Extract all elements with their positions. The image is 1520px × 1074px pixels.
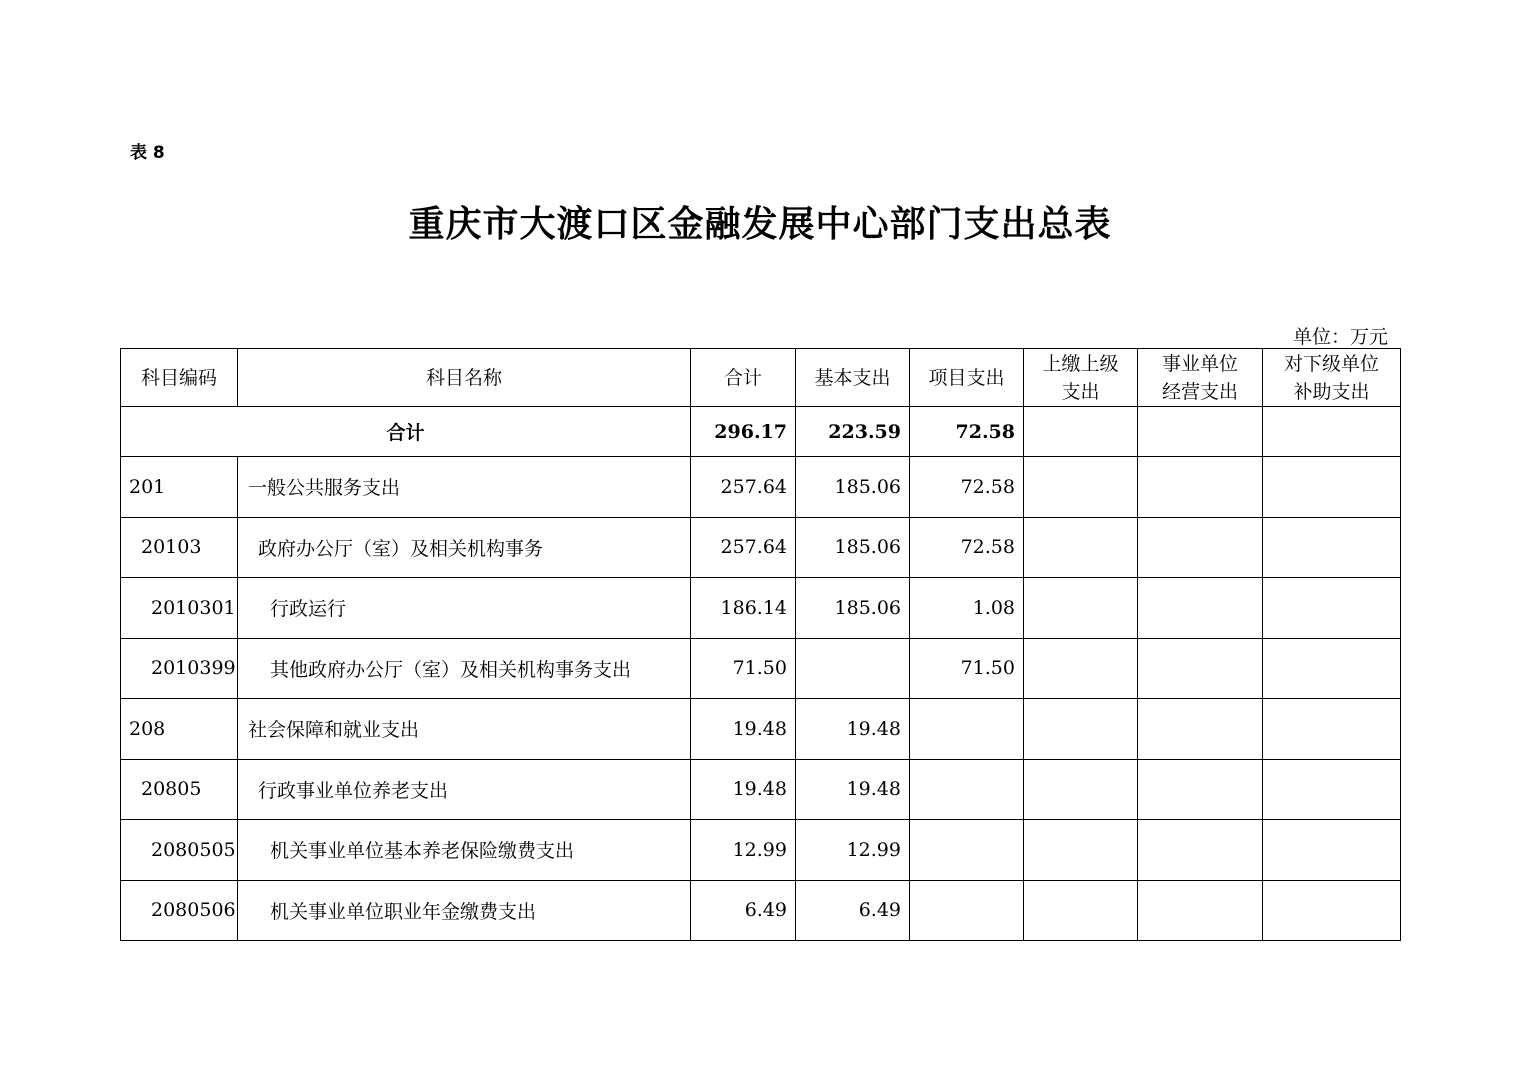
row-code: 20805 bbox=[121, 759, 238, 820]
document-title: 重庆市大渡口区金融发展中心部门支出总表 bbox=[408, 204, 1112, 245]
row-basic: 185.06 bbox=[796, 578, 910, 639]
row-code: 2080506 bbox=[121, 880, 238, 941]
row-basic: 185.06 bbox=[796, 517, 910, 578]
row-project bbox=[910, 820, 1024, 881]
row-operating bbox=[1138, 880, 1263, 941]
row-code: 20103 bbox=[121, 517, 238, 578]
row-project: 71.50 bbox=[910, 638, 1024, 699]
table-number-label: 表 8 bbox=[130, 143, 165, 163]
row-name: 机关事业单位基本养老保险缴费支出 bbox=[238, 820, 691, 881]
row-name: 一般公共服务支出 bbox=[238, 457, 691, 518]
row-basic: 12.99 bbox=[796, 820, 910, 881]
row-project: 72.58 bbox=[910, 457, 1024, 518]
row-subsidy bbox=[1263, 638, 1401, 699]
header-name: 科目名称 bbox=[238, 349, 691, 407]
total-sum: 296.17 bbox=[691, 407, 796, 457]
row-operating bbox=[1138, 638, 1263, 699]
row-remit-superior bbox=[1024, 820, 1138, 881]
row-remit-superior bbox=[1024, 517, 1138, 578]
row-operating bbox=[1138, 699, 1263, 760]
row-project: 1.08 bbox=[910, 578, 1024, 639]
total-row bbox=[121, 407, 1401, 457]
row-subsidy bbox=[1263, 880, 1401, 941]
row-remit-superior bbox=[1024, 880, 1138, 941]
row-sum: 71.50 bbox=[691, 638, 796, 699]
row-subsidy bbox=[1263, 578, 1401, 639]
table-row bbox=[121, 699, 1401, 760]
row-name: 其他政府办公厅（室）及相关机构事务支出 bbox=[238, 638, 691, 699]
expenditure-table bbox=[120, 348, 1401, 941]
row-name: 机关事业单位职业年金缴费支出 bbox=[238, 880, 691, 941]
row-remit-superior bbox=[1024, 759, 1138, 820]
row-operating bbox=[1138, 578, 1263, 639]
row-project bbox=[910, 699, 1024, 760]
header-sum: 合计 bbox=[691, 349, 796, 407]
table-row bbox=[121, 457, 1401, 518]
row-sum: 19.48 bbox=[691, 759, 796, 820]
row-subsidy bbox=[1263, 759, 1401, 820]
header-remit-superior: 上缴上级 支出 bbox=[1024, 349, 1138, 407]
header-row bbox=[121, 349, 1401, 407]
row-project bbox=[910, 759, 1024, 820]
row-remit-superior bbox=[1024, 638, 1138, 699]
row-operating bbox=[1138, 517, 1263, 578]
total-basic: 223.59 bbox=[796, 407, 910, 457]
row-name: 社会保障和就业支出 bbox=[238, 699, 691, 760]
row-code: 2080505 bbox=[121, 820, 238, 881]
row-basic: 19.48 bbox=[796, 759, 910, 820]
row-basic bbox=[796, 638, 910, 699]
row-code: 2010399 bbox=[121, 638, 238, 699]
row-code: 208 bbox=[121, 699, 238, 760]
row-project: 72.58 bbox=[910, 517, 1024, 578]
table-row bbox=[121, 638, 1401, 699]
row-name: 政府办公厅（室）及相关机构事务 bbox=[238, 517, 691, 578]
row-sum: 6.49 bbox=[691, 880, 796, 941]
total-subsidy bbox=[1263, 407, 1401, 457]
total-remit-superior bbox=[1024, 407, 1138, 457]
row-subsidy bbox=[1263, 699, 1401, 760]
header-project: 项目支出 bbox=[910, 349, 1024, 407]
table-row bbox=[121, 820, 1401, 881]
row-basic: 185.06 bbox=[796, 457, 910, 518]
row-subsidy bbox=[1263, 820, 1401, 881]
row-remit-superior bbox=[1024, 578, 1138, 639]
table-row bbox=[121, 759, 1401, 820]
table-row bbox=[121, 517, 1401, 578]
total-operating bbox=[1138, 407, 1263, 457]
table-row bbox=[121, 880, 1401, 941]
total-project: 72.58 bbox=[910, 407, 1024, 457]
row-project bbox=[910, 880, 1024, 941]
row-operating bbox=[1138, 820, 1263, 881]
header-code: 科目编码 bbox=[121, 349, 238, 407]
header-subsidy: 对下级单位 补助支出 bbox=[1263, 349, 1401, 407]
row-name: 行政运行 bbox=[238, 578, 691, 639]
row-name: 行政事业单位养老支出 bbox=[238, 759, 691, 820]
header-basic: 基本支出 bbox=[796, 349, 910, 407]
row-code: 201 bbox=[121, 457, 238, 518]
row-subsidy bbox=[1263, 457, 1401, 518]
row-basic: 19.48 bbox=[796, 699, 910, 760]
row-sum: 257.64 bbox=[691, 457, 796, 518]
row-sum: 257.64 bbox=[691, 517, 796, 578]
row-sum: 186.14 bbox=[691, 578, 796, 639]
row-sum: 12.99 bbox=[691, 820, 796, 881]
header-operating: 事业单位 经营支出 bbox=[1138, 349, 1263, 407]
unit-label: 单位：万元 bbox=[1292, 326, 1388, 348]
row-operating bbox=[1138, 759, 1263, 820]
row-basic: 6.49 bbox=[796, 880, 910, 941]
row-subsidy bbox=[1263, 517, 1401, 578]
row-remit-superior bbox=[1024, 699, 1138, 760]
total-label: 合计 bbox=[121, 407, 691, 457]
table-row bbox=[121, 578, 1401, 639]
row-operating bbox=[1138, 457, 1263, 518]
row-remit-superior bbox=[1024, 457, 1138, 518]
row-sum: 19.48 bbox=[691, 699, 796, 760]
row-code: 2010301 bbox=[121, 578, 238, 639]
